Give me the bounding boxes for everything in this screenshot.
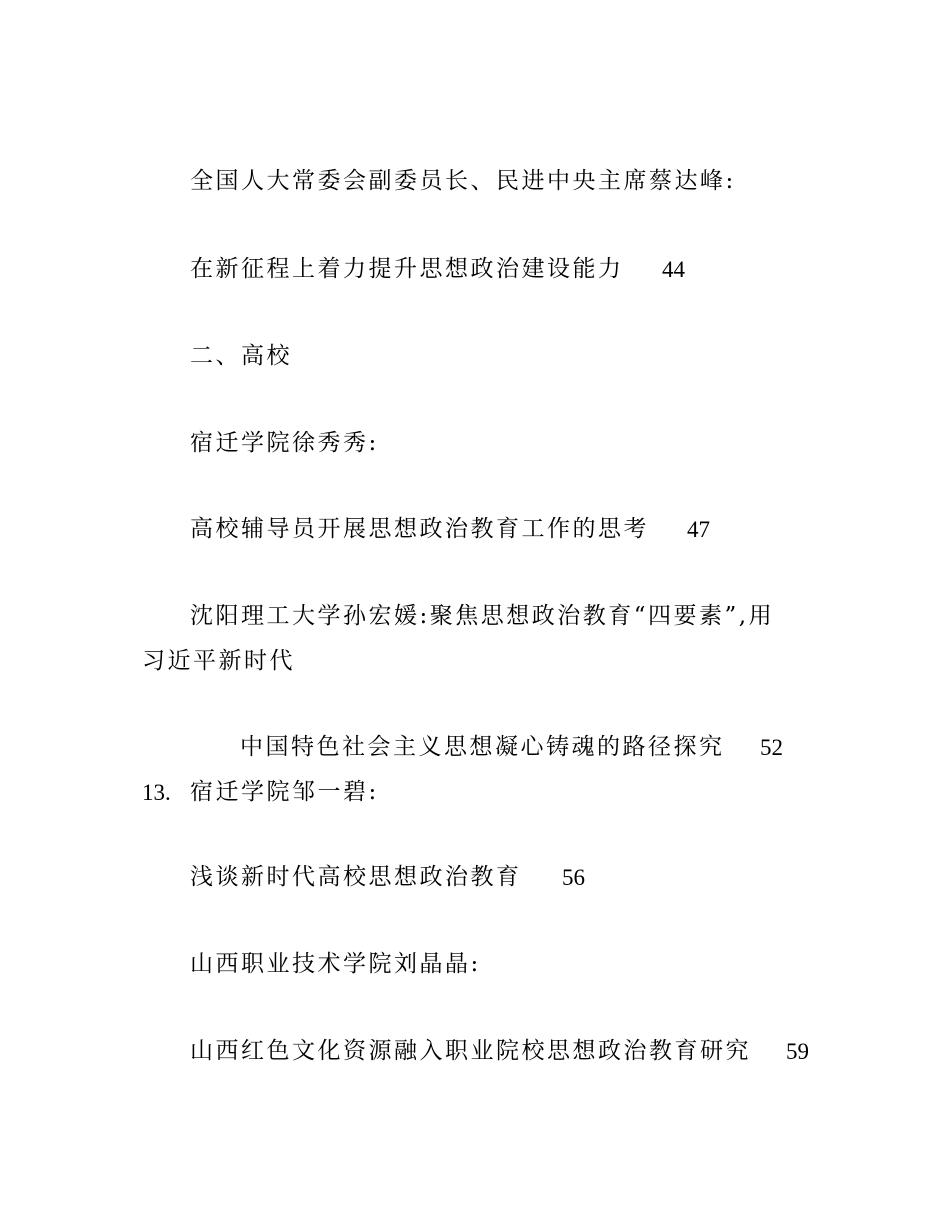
- toc-entry-author: 沈阳理工大学孙宏媛:聚焦思想政治教育“四要素”,用: [190, 603, 775, 629]
- toc-entry-author: 全国人大常委会副委员长、民进中央主席蔡达峰:: [190, 168, 736, 194]
- section-heading: 二、高校: [190, 343, 292, 369]
- toc-entry-title: 在新征程上着力提升思想政治建设能力: [190, 256, 624, 282]
- toc-page-number: 56: [562, 865, 585, 890]
- toc-page-number: 52: [760, 735, 783, 760]
- toc-entry-author: 山西职业技术学院刘晶晶:: [190, 951, 481, 977]
- toc-entry-title: 浅谈新时代高校思想政治教育: [190, 864, 522, 890]
- toc-page-number: 44: [662, 257, 685, 282]
- toc-entry-author-continuation: 习近平新时代: [142, 648, 295, 674]
- toc-entry-author: 宿迁学院徐秀秀:: [190, 430, 379, 456]
- toc-entry-author: 宿迁学院邹一碧:: [190, 779, 379, 805]
- toc-entry-title: 山西红色文化资源融入职业院校思想政治教育研究: [190, 1038, 751, 1064]
- toc-entry-title: 高校辅导员开展思想政治教育工作的思考: [190, 516, 649, 542]
- toc-entry-number: 13.: [142, 780, 171, 805]
- toc-page-number: 47: [687, 517, 710, 542]
- toc-entry-title: 中国特色社会主义思想凝心铸魂的路径探究: [240, 734, 725, 760]
- toc-page-number: 59: [786, 1039, 809, 1064]
